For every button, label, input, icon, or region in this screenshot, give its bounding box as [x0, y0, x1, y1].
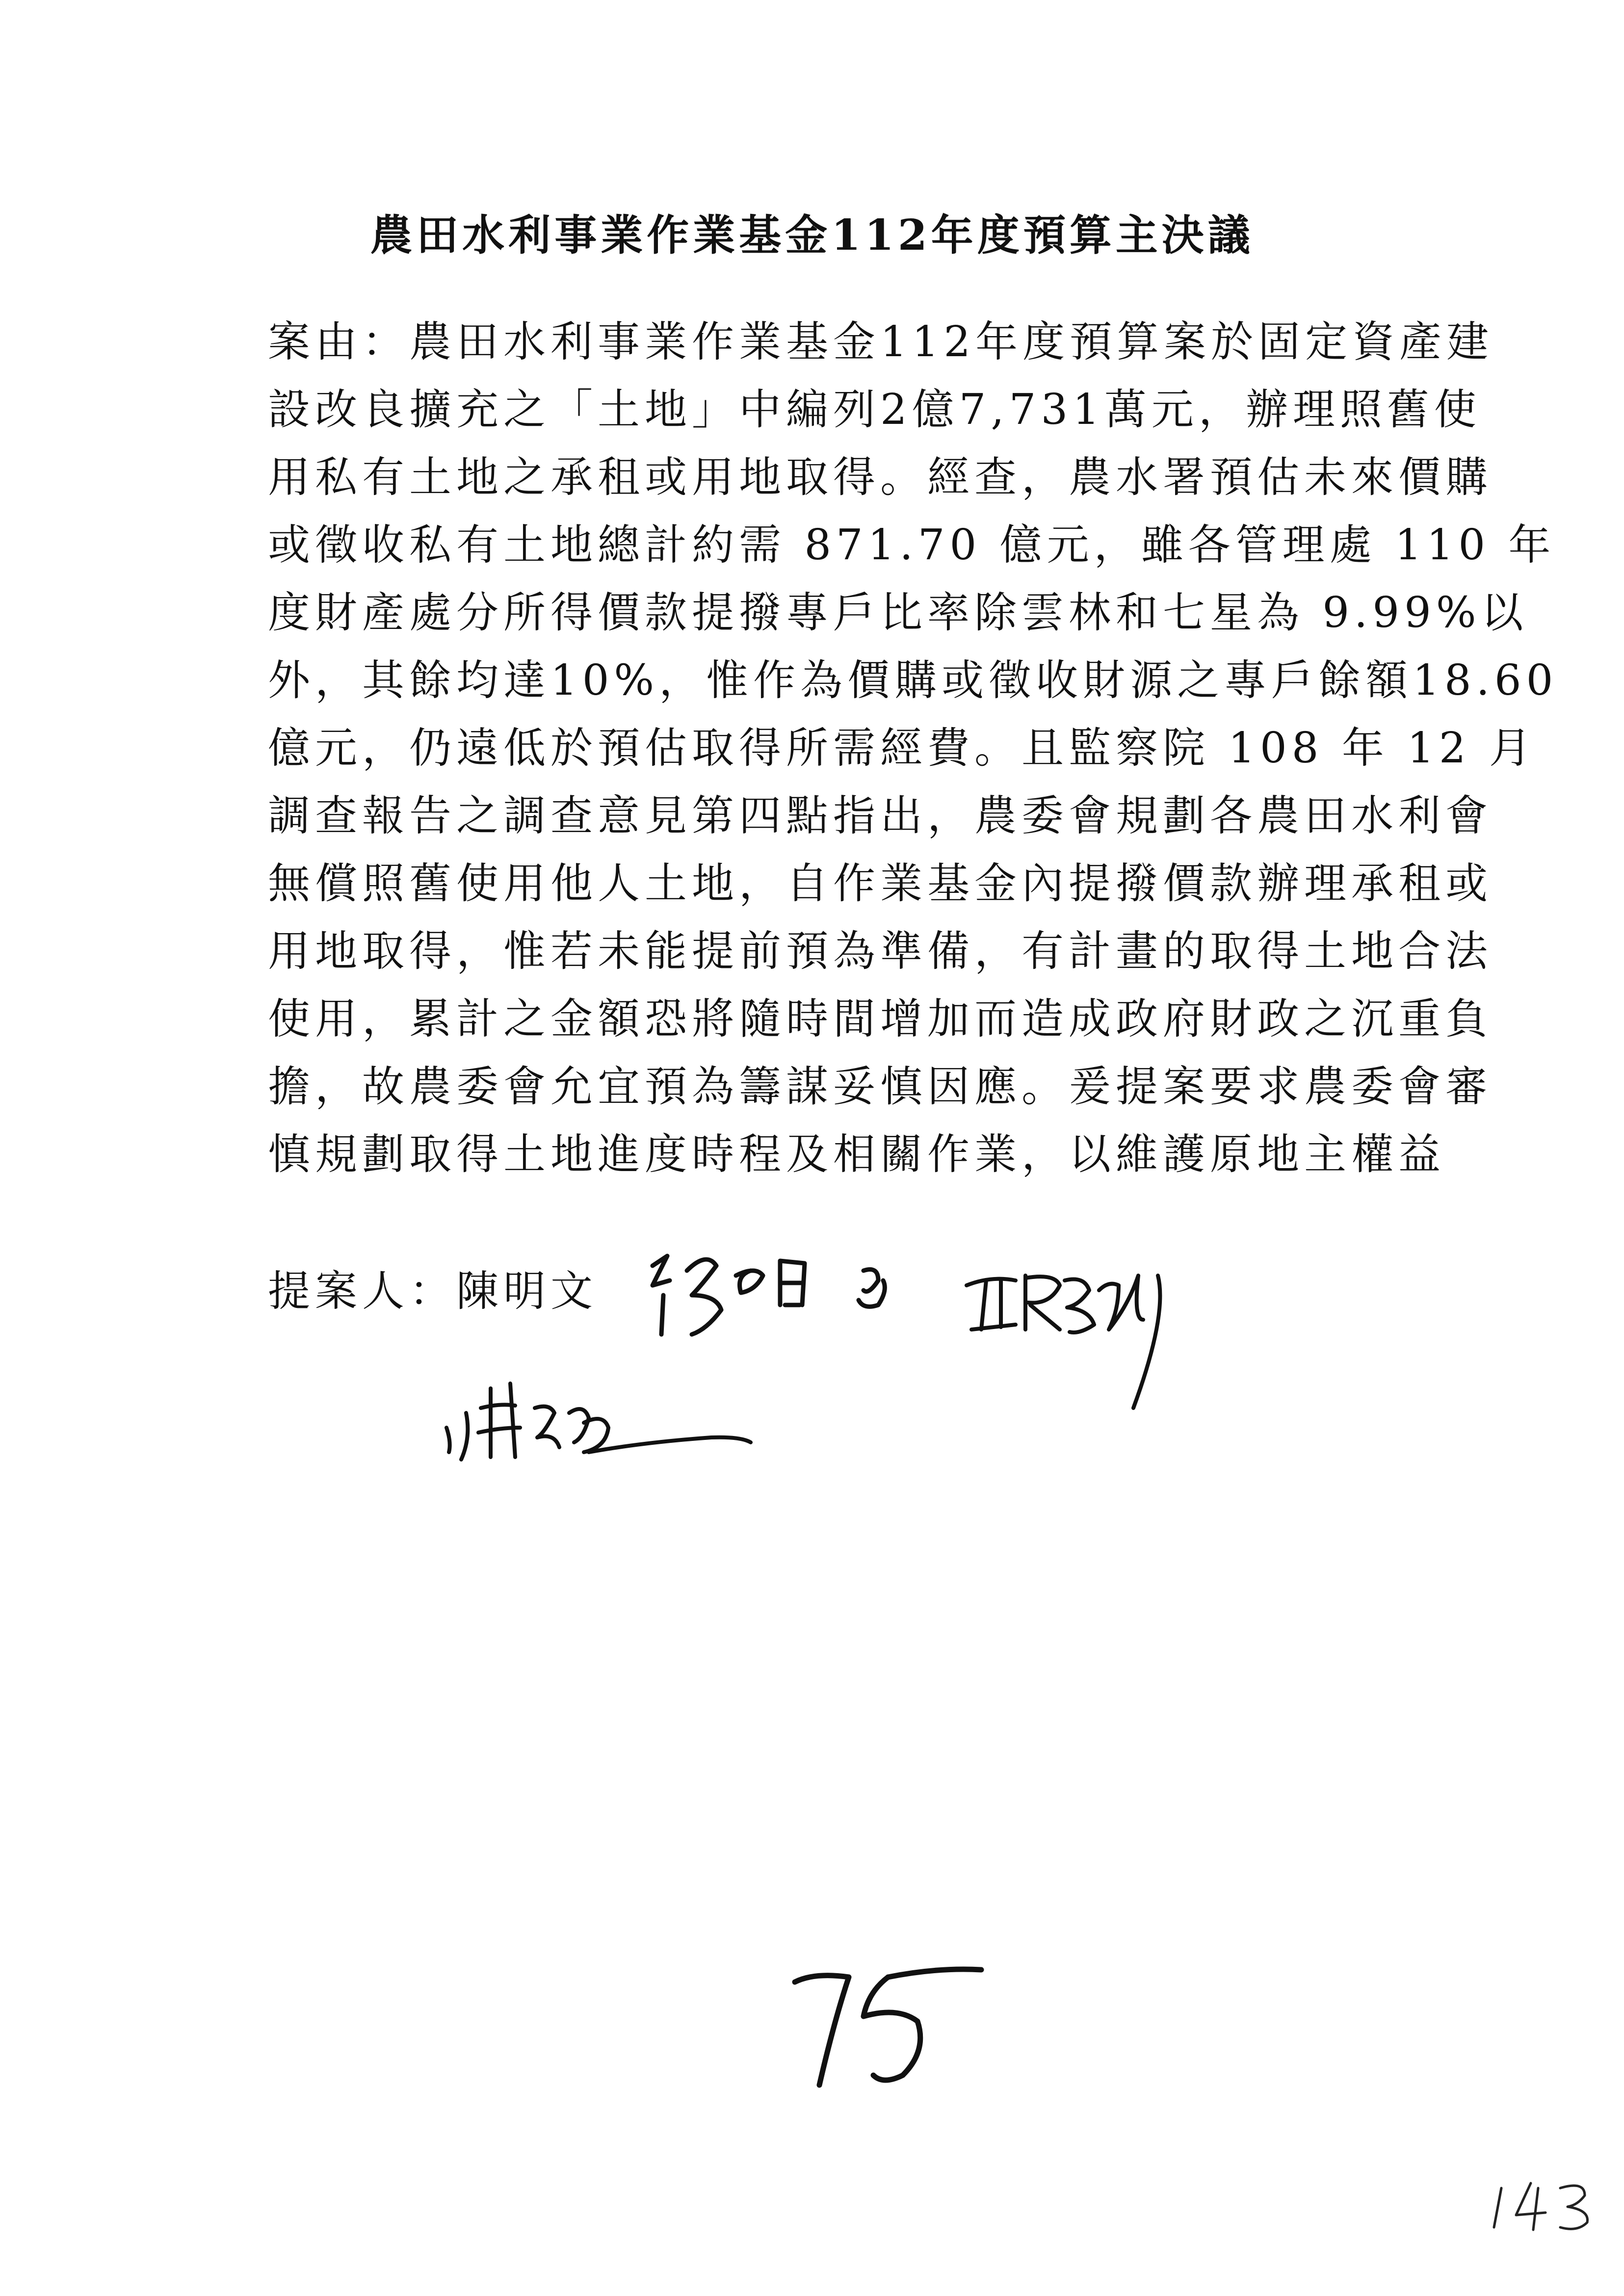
handwritten-signature-3 — [437, 1354, 770, 1482]
body-line: 用私有土地之承租或用地取得。經查，農水署預估未來價購 — [268, 453, 1493, 502]
body-line: 或徵收私有土地總計約需 871.70 億元，雖各管理處 110 年 — [268, 521, 1556, 570]
body-line: 無償照舊使用他人土地，自作業基金內提撥價款辦理承租或 — [268, 859, 1493, 908]
body-line: 慎規劃取得土地進度時程及相關作業，以維護原地主權益 — [268, 1130, 1445, 1179]
body-line: 調查報告之調查意見第四點指出，農委會規劃各農田水利會 — [268, 791, 1493, 840]
handwritten-signature-1 — [633, 1236, 947, 1344]
body-line: 案由：農田水利事業作業基金112年度預算案於固定資產建 — [268, 317, 1494, 366]
body-line: 設改良擴充之「土地」中編列2億7,731萬元，辦理照舊使 — [268, 385, 1481, 434]
proposer-label: 提案人：陳明文 — [268, 1267, 598, 1316]
handwritten-number — [775, 1943, 1001, 2100]
handwritten-page-number — [1487, 2168, 1604, 2237]
body-line: 億元，仍遠低於預估取得所需經費。且監察院 108 年 12 月 — [268, 724, 1536, 773]
body-line: 度財產處分所得價款提撥專戶比率除雲林和七星為 9.99%以 — [268, 588, 1528, 637]
body-line: 外，其餘均達10%，惟作為價購或徵收財源之專戶餘額18.60 — [268, 656, 1558, 705]
body-line: 用地取得，惟若未能提前預為準備，有計畫的取得土地合法 — [268, 927, 1493, 976]
body-line: 使用，累計之金額恐將隨時間增加而造成政府財政之沉重負 — [268, 994, 1493, 1044]
body-line: 擔，故農委會允宜預為籌謀妥慎因應。爰提案要求農委會審 — [268, 1062, 1493, 1111]
handwritten-signature-2 — [962, 1246, 1187, 1423]
resolution-body — [268, 308, 1558, 1188]
document-title: 農田水利事業作業基金112年度預算主決議 — [370, 210, 1254, 260]
